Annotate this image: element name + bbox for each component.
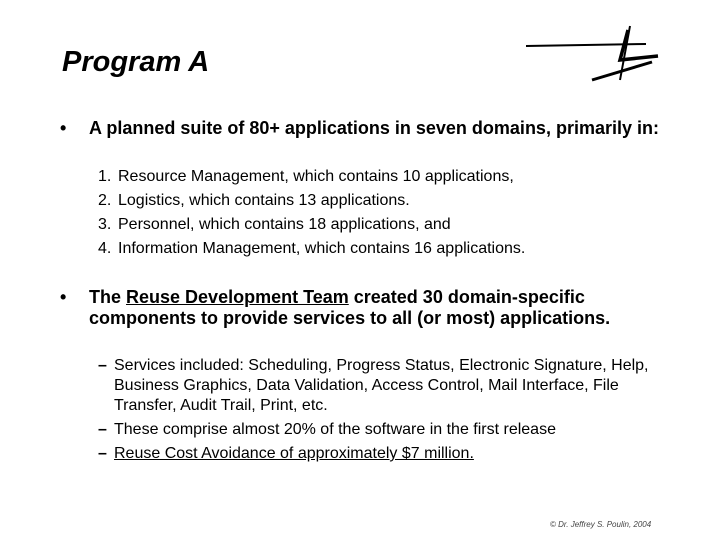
sub-item-text: Reuse Cost Avoidance of approximately $7 million. — [114, 445, 474, 462]
list-number: 4. — [98, 240, 112, 257]
dash-marker: – — [98, 421, 107, 438]
list-item — [98, 237, 678, 261]
bullet-text: A planned suite of 80+ applications in seven domains, primarily in: — [89, 118, 659, 138]
sub-item-percent — [98, 420, 658, 440]
sub-item-text: These comprise almost 20% of the software in the first release — [114, 421, 556, 438]
list-item — [98, 189, 678, 213]
copyright-footer: © Dr. Jeffrey S. Poulin, 2004 — [550, 520, 652, 529]
bullet-text — [89, 287, 660, 329]
list-text: Information Management, which contains 16 applications. — [118, 240, 526, 257]
list-number: 3. — [98, 216, 112, 233]
bullet-text-suffix: created 30 domain-specific components to provide services to all (or most) applications. — [89, 287, 611, 328]
bullet-planned-suite — [60, 118, 660, 139]
slide-title: Program A — [62, 46, 210, 78]
bullet-marker: • — [60, 118, 67, 138]
sub-item-services — [98, 356, 658, 416]
list-item — [98, 165, 678, 189]
list-text: Personnel, which contains 18 applications, and — [118, 216, 451, 233]
list-number: 2. — [98, 192, 112, 209]
reuse-team-link: Reuse Development Team — [126, 287, 349, 307]
star-logo-icon — [524, 22, 664, 84]
sub-item-cost — [98, 444, 658, 464]
domain-list — [98, 165, 678, 261]
list-number: 1. — [98, 168, 112, 185]
dash-marker: – — [98, 445, 107, 462]
reuse-subitems — [98, 356, 658, 464]
list-text: Logistics, which contains 13 applications. — [118, 192, 410, 209]
list-text: Resource Management, which contains 10 applications, — [118, 168, 514, 185]
bullet-marker: • — [60, 287, 67, 307]
list-item — [98, 213, 678, 237]
bullet-reuse-team — [60, 287, 660, 329]
bullet-text-prefix: The — [89, 287, 127, 307]
sub-item-text: Services included: Scheduling, Progress Status, Electronic Signature, Help, Business Graphics, Data Validation, Access Control, Mail Interface, File Transfer, Audit Trail, Print, etc. — [114, 357, 649, 414]
dash-marker: – — [98, 357, 107, 374]
